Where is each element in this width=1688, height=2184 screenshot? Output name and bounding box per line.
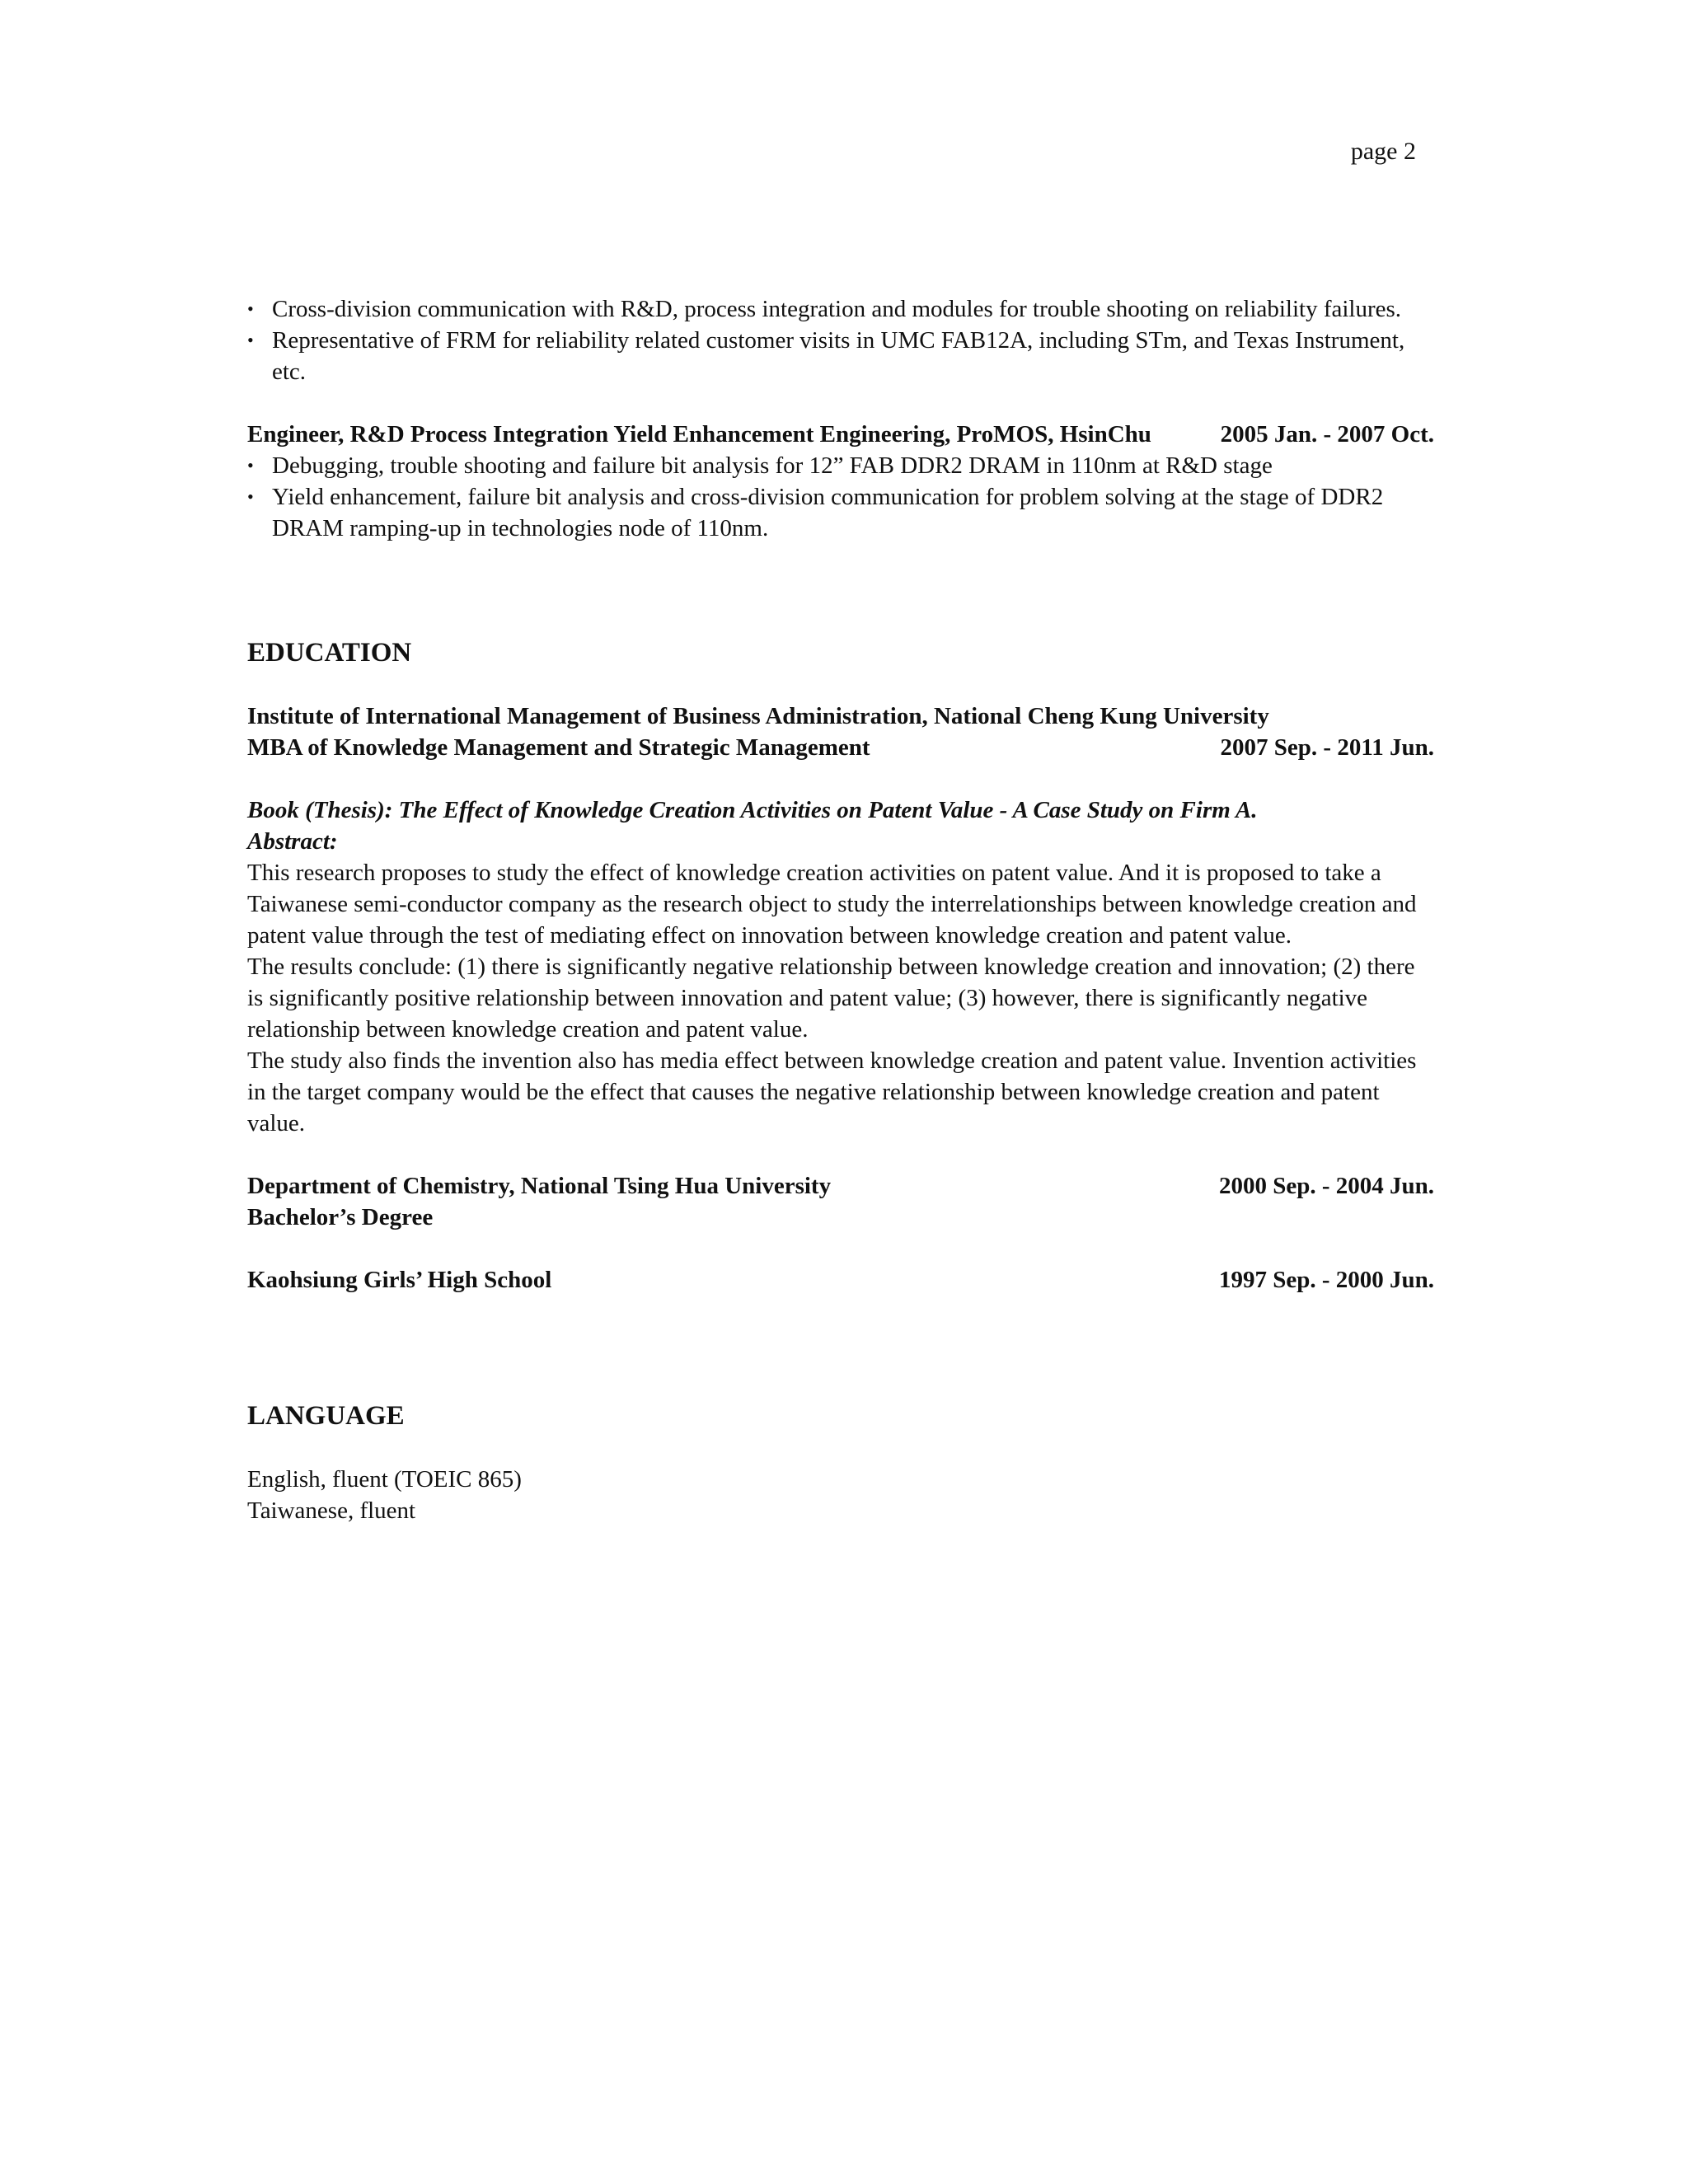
bullet-icon: • <box>247 455 254 476</box>
mba-degree-row <box>247 732 1434 763</box>
bullet-text: Debugging, trouble shooting and failure bit analysis for 12” FAB DDR2 DRAM in 110nm at R&D stage <box>272 452 1273 479</box>
bullet-text: Yield enhancement, failure bit analysis and cross-division communication for problem solving at the stage of DDR2 DRAM ramping-up in technologies node of 110nm. <box>272 484 1384 541</box>
highschool-dates: 1997 Sep. - 2000 Jun. <box>1218 1267 1434 1293</box>
job-heading <box>247 419 1434 450</box>
page-number: page 2 <box>1350 138 1416 165</box>
language-heading: LANGUAGE <box>247 1401 405 1431</box>
language-item: English, fluent (TOEIC 865) <box>247 1466 522 1493</box>
bullet-icon: • <box>247 486 254 507</box>
job-title: Engineer, R&D Process Integration Yield Enhancement Engineering, ProMOS, HsinChu <box>247 421 1151 448</box>
resume-content <box>247 293 1434 1526</box>
mba-institute: Institute of International Management of Business Administration, National Cheng Kung University <box>247 703 1269 729</box>
abstract-label: Abstract: <box>247 828 338 855</box>
mba-degree: MBA of Knowledge Management and Strategic Management <box>247 734 870 761</box>
bachelor-degree: Bachelor’s Degree <box>247 1204 434 1230</box>
bullet-text: Cross-division communication with R&D, process integration and modules for trouble shooting on reliability failures. <box>272 296 1402 322</box>
list-item <box>247 481 1434 544</box>
previous-job-bullets <box>247 293 1434 387</box>
bachelor-dates: 2000 Sep. - 2004 Jun. <box>1218 1173 1434 1199</box>
abstract-paragraph: The results conclude: (1) there is significantly negative relationship between knowledge creation and innovation; (2) there is significantly positive relationship between innovation and patent value; (3) however, there is significantly negative relationship between knowledge creation and patent value. <box>247 954 1415 1043</box>
thesis-title: Book (Thesis): The Effect of Knowledge Creation Activities on Patent Value - A Case Study on Firm A. <box>247 797 1258 823</box>
thesis-block <box>247 794 1434 1139</box>
mba-entry <box>247 701 1434 763</box>
job-dates: 2005 Jan. - 2007 Oct. <box>1220 421 1434 448</box>
bullet-icon: • <box>247 330 254 350</box>
education-heading: EDUCATION <box>247 638 412 668</box>
highschool-row <box>247 1264 1434 1296</box>
mba-dates: 2007 Sep. - 2011 Jun. <box>1220 734 1434 761</box>
highschool-entry <box>247 1264 1434 1296</box>
language-list <box>247 1464 1434 1526</box>
job-bullets <box>247 450 1434 544</box>
bachelor-entry <box>247 1170 1434 1233</box>
list-item <box>247 450 1434 481</box>
bachelor-row <box>247 1170 1434 1202</box>
highschool-name: Kaohsiung Girls’ High School <box>247 1267 552 1293</box>
list-item <box>247 325 1434 387</box>
abstract-paragraph: This research proposes to study the effect of knowledge creation activities on patent value. And it is proposed to take a Taiwanese semi-conductor company as the research object to study the interrelationships between knowledge creation and patent value through the test of mediating effect on innovation between knowledge creation and patent value. <box>247 860 1417 949</box>
bachelor-institute: Department of Chemistry, National Tsing Hua University <box>247 1173 832 1199</box>
abstract-paragraph: The study also finds the invention also has media effect between knowledge creation and patent value. Invention activities in the target company would be the effect that causes the negative relationship between knowledge creation and patent value. <box>247 1047 1417 1137</box>
list-item <box>247 293 1434 325</box>
language-item: Taiwanese, fluent <box>247 1497 416 1524</box>
bullet-text: Representative of FRM for reliability related customer visits in UMC FAB12A, including STm, and Texas Instrument, etc. <box>272 327 1405 385</box>
bullet-icon: • <box>247 298 254 319</box>
